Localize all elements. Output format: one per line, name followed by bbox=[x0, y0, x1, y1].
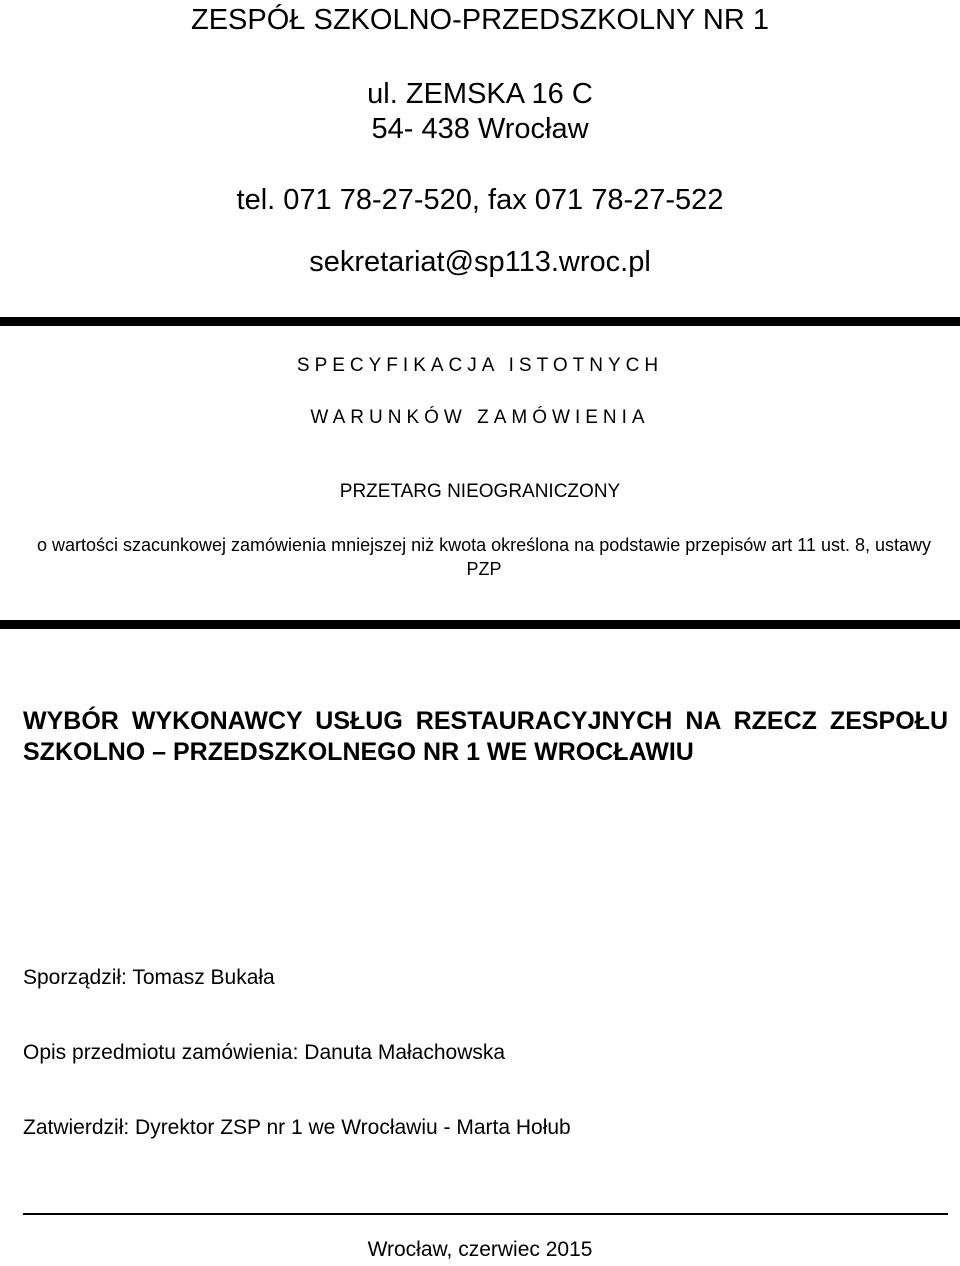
place-date: Wrocław, czerwiec 2015 bbox=[367, 1238, 593, 1261]
top-divider bbox=[0, 317, 960, 326]
approved-by: Zatwierdził: Dyrektor ZSP nr 1 we Wrocławiu - Marta Hołub bbox=[23, 1116, 571, 1139]
procurement-subject: WYBÓR WYKONAWCY USŁUG RESTAURACYJNYCH NA RZECZ ZESPOŁU SZKOLNO – PRZEDSZKOLNEGO NR 1 WE WROCŁAWIU bbox=[23, 707, 948, 766]
tender-type: PRZETARG NIEOGRANICZONY bbox=[339, 481, 621, 502]
prepared-by: Sporządził: Tomasz Bukała bbox=[23, 966, 275, 989]
school-phone-fax: tel. 071 78-27-520, fax 071 78-27-522 bbox=[236, 184, 724, 216]
school-city: 54- 438 Wrocław bbox=[371, 113, 589, 145]
spec-title-line1: SPECYFIKACJA ISTOTNYCH bbox=[296, 355, 664, 376]
spec-title-line2: WARUNKÓW ZAMÓWIENIA bbox=[310, 407, 650, 428]
school-street: ul. ZEMSKA 16 C bbox=[367, 78, 593, 110]
school-email: sekretariat@sp113.wroc.pl bbox=[309, 246, 651, 278]
description-by: Opis przedmiotu zamówienia: Danuta Małachowska bbox=[23, 1041, 506, 1064]
tender-value-description: o wartości szacunkowej zamówienia mniejszej niż kwota określona na podstawie przepisów art 11 ust. 8, ustawy PZP bbox=[36, 535, 932, 579]
middle-divider bbox=[0, 620, 960, 629]
school-name: ZESPÓŁ SZKOLNO-PRZEDSZKOLNY NR 1 bbox=[191, 4, 769, 36]
bottom-divider bbox=[23, 1213, 948, 1215]
